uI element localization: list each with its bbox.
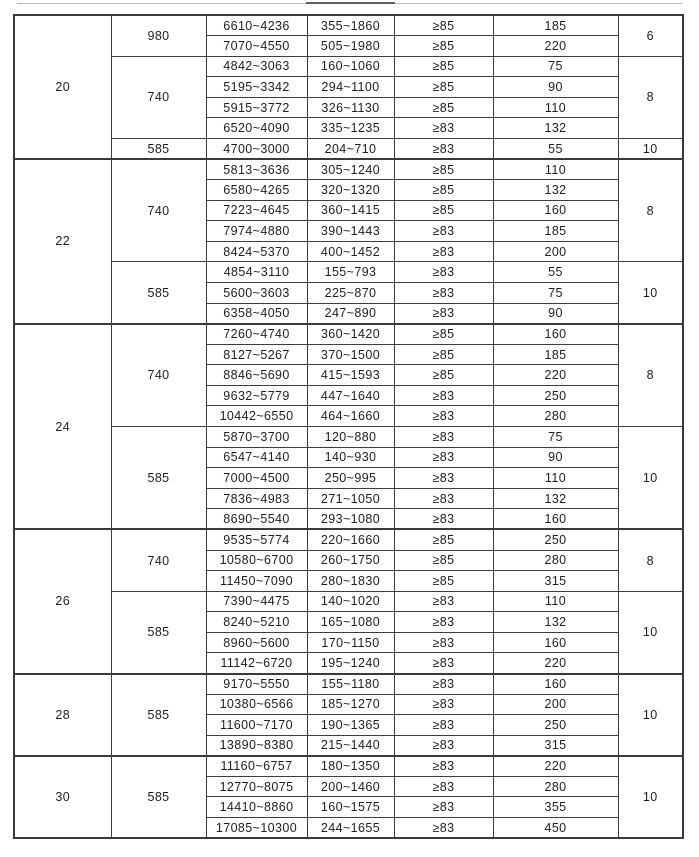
range-a-cell: 6520~4090 xyxy=(206,118,307,139)
value-cell: 250 xyxy=(493,715,618,736)
efficiency-cell: ≥83 xyxy=(394,632,493,653)
value-cell: 110 xyxy=(493,591,618,612)
efficiency-cell: ≥83 xyxy=(394,118,493,139)
value-cell: 280 xyxy=(493,550,618,571)
efficiency-cell: ≥85 xyxy=(394,324,493,345)
range-a-cell: 5600~3603 xyxy=(206,283,307,304)
value-cell: 185 xyxy=(493,15,618,36)
value-cell: 90 xyxy=(493,447,618,468)
range-b-cell: 294~1100 xyxy=(307,77,394,98)
efficiency-cell: ≥83 xyxy=(394,241,493,262)
range-b-cell: 140~1020 xyxy=(307,591,394,612)
spec-table xyxy=(13,14,684,839)
range-b-cell: 355~1860 xyxy=(307,15,394,36)
range-a-cell: 12770~8075 xyxy=(206,776,307,797)
range-b-cell: 260~1750 xyxy=(307,550,394,571)
table-body xyxy=(14,15,683,838)
range-a-cell: 6610~4236 xyxy=(206,15,307,36)
range-a-cell: 5813~3636 xyxy=(206,159,307,180)
efficiency-cell: ≥83 xyxy=(394,818,493,839)
range-a-cell: 7390~4475 xyxy=(206,591,307,612)
range-b-cell: 370~1500 xyxy=(307,344,394,365)
speed-cell: 980 xyxy=(111,15,206,56)
range-a-cell: 11450~7090 xyxy=(206,571,307,592)
range-b-cell: 400~1452 xyxy=(307,241,394,262)
range-a-cell: 8846~5690 xyxy=(206,365,307,386)
range-a-cell: 5915~3772 xyxy=(206,97,307,118)
value-cell: 250 xyxy=(493,529,618,550)
range-a-cell: 9632~5779 xyxy=(206,385,307,406)
value-cell: 280 xyxy=(493,776,618,797)
efficiency-cell: ≥83 xyxy=(394,509,493,530)
range-b-cell: 247~890 xyxy=(307,303,394,324)
range-b-cell: 215~1440 xyxy=(307,735,394,756)
range-b-cell: 335~1235 xyxy=(307,118,394,139)
table-row xyxy=(14,138,683,159)
range-a-cell: 11142~6720 xyxy=(206,653,307,674)
value-cell: 160 xyxy=(493,632,618,653)
range-a-cell: 7974~4880 xyxy=(206,221,307,242)
poles-cell: 8 xyxy=(618,56,683,138)
frame-size-cell: 20 xyxy=(14,15,111,159)
range-a-cell: 8960~5600 xyxy=(206,632,307,653)
efficiency-cell: ≥83 xyxy=(394,488,493,509)
range-b-cell: 220~1660 xyxy=(307,529,394,550)
poles-cell: 8 xyxy=(618,159,683,262)
efficiency-cell: ≥83 xyxy=(394,262,493,283)
speed-cell: 585 xyxy=(111,262,206,324)
range-b-cell: 280~1830 xyxy=(307,571,394,592)
value-cell: 200 xyxy=(493,241,618,262)
efficiency-cell: ≥85 xyxy=(394,15,493,36)
efficiency-cell: ≥85 xyxy=(394,550,493,571)
table-row xyxy=(14,262,683,283)
speed-cell: 740 xyxy=(111,529,206,591)
efficiency-cell: ≥83 xyxy=(394,406,493,427)
frame-size-cell: 24 xyxy=(14,324,111,530)
efficiency-cell: ≥83 xyxy=(394,385,493,406)
range-a-cell: 10580~6700 xyxy=(206,550,307,571)
value-cell: 185 xyxy=(493,221,618,242)
range-a-cell: 5870~3700 xyxy=(206,427,307,448)
value-cell: 160 xyxy=(493,200,618,221)
value-cell: 450 xyxy=(493,818,618,839)
poles-cell: 6 xyxy=(618,15,683,56)
efficiency-cell: ≥83 xyxy=(394,694,493,715)
value-cell: 185 xyxy=(493,344,618,365)
poles-cell: 8 xyxy=(618,529,683,591)
poles-cell: 10 xyxy=(618,262,683,324)
range-b-cell: 120~880 xyxy=(307,427,394,448)
range-a-cell: 8424~5370 xyxy=(206,241,307,262)
value-cell: 90 xyxy=(493,77,618,98)
efficiency-cell: ≥83 xyxy=(394,468,493,489)
speed-cell: 740 xyxy=(111,56,206,138)
value-cell: 160 xyxy=(493,509,618,530)
range-b-cell: 225~870 xyxy=(307,283,394,304)
value-cell: 160 xyxy=(493,674,618,695)
frame-size-cell: 22 xyxy=(14,159,111,324)
efficiency-cell: ≥83 xyxy=(394,797,493,818)
speed-cell: 585 xyxy=(111,674,206,756)
range-b-cell: 447~1640 xyxy=(307,385,394,406)
range-a-cell: 6358~4050 xyxy=(206,303,307,324)
efficiency-cell: ≥83 xyxy=(394,653,493,674)
efficiency-cell: ≥85 xyxy=(394,77,493,98)
range-a-cell: 4700~3000 xyxy=(206,138,307,159)
table-row xyxy=(14,56,683,77)
value-cell: 132 xyxy=(493,180,618,201)
value-cell: 110 xyxy=(493,468,618,489)
efficiency-cell: ≥85 xyxy=(394,97,493,118)
efficiency-cell: ≥83 xyxy=(394,674,493,695)
value-cell: 90 xyxy=(493,303,618,324)
efficiency-cell: ≥85 xyxy=(394,159,493,180)
efficiency-cell: ≥85 xyxy=(394,344,493,365)
range-b-cell: 140~930 xyxy=(307,447,394,468)
value-cell: 220 xyxy=(493,365,618,386)
range-b-cell: 185~1270 xyxy=(307,694,394,715)
range-a-cell: 7000~4500 xyxy=(206,468,307,489)
range-b-cell: 204~710 xyxy=(307,138,394,159)
efficiency-cell: ≥83 xyxy=(394,591,493,612)
range-b-cell: 160~1060 xyxy=(307,56,394,77)
poles-cell: 10 xyxy=(618,427,683,530)
speed-cell: 740 xyxy=(111,159,206,262)
value-cell: 315 xyxy=(493,735,618,756)
cut-off-cell-border xyxy=(306,2,395,4)
range-a-cell: 6547~4140 xyxy=(206,447,307,468)
range-a-cell: 5195~3342 xyxy=(206,77,307,98)
range-b-cell: 415~1593 xyxy=(307,365,394,386)
range-a-cell: 14410~8860 xyxy=(206,797,307,818)
table-row xyxy=(14,591,683,612)
frame-size-cell: 28 xyxy=(14,674,111,756)
range-b-cell: 190~1365 xyxy=(307,715,394,736)
value-cell: 160 xyxy=(493,324,618,345)
poles-cell: 10 xyxy=(618,674,683,756)
efficiency-cell: ≥83 xyxy=(394,138,493,159)
range-a-cell: 4854~3110 xyxy=(206,262,307,283)
range-a-cell: 9170~5550 xyxy=(206,674,307,695)
value-cell: 55 xyxy=(493,262,618,283)
frame-size-cell: 30 xyxy=(14,756,111,838)
value-cell: 315 xyxy=(493,571,618,592)
speed-cell: 585 xyxy=(111,591,206,673)
range-b-cell: 360~1420 xyxy=(307,324,394,345)
efficiency-cell: ≥83 xyxy=(394,221,493,242)
range-b-cell: 464~1660 xyxy=(307,406,394,427)
efficiency-cell: ≥83 xyxy=(394,715,493,736)
efficiency-cell: ≥83 xyxy=(394,427,493,448)
range-a-cell: 10380~6566 xyxy=(206,694,307,715)
value-cell: 280 xyxy=(493,406,618,427)
range-b-cell: 271~1050 xyxy=(307,488,394,509)
poles-cell: 10 xyxy=(618,591,683,673)
range-b-cell: 293~1080 xyxy=(307,509,394,530)
range-b-cell: 320~1320 xyxy=(307,180,394,201)
value-cell: 75 xyxy=(493,56,618,77)
value-cell: 220 xyxy=(493,36,618,57)
range-b-cell: 165~1080 xyxy=(307,612,394,633)
efficiency-cell: ≥85 xyxy=(394,200,493,221)
range-a-cell: 7223~4645 xyxy=(206,200,307,221)
efficiency-cell: ≥85 xyxy=(394,36,493,57)
table-row xyxy=(14,529,683,550)
value-cell: 250 xyxy=(493,385,618,406)
range-b-cell: 160~1575 xyxy=(307,797,394,818)
range-a-cell: 8240~5210 xyxy=(206,612,307,633)
range-a-cell: 7836~4983 xyxy=(206,488,307,509)
value-cell: 220 xyxy=(493,653,618,674)
table-row xyxy=(14,15,683,36)
efficiency-cell: ≥83 xyxy=(394,612,493,633)
range-a-cell: 13890~8380 xyxy=(206,735,307,756)
range-a-cell: 8690~5540 xyxy=(206,509,307,530)
value-cell: 132 xyxy=(493,612,618,633)
range-a-cell: 7070~4550 xyxy=(206,36,307,57)
poles-cell: 10 xyxy=(618,138,683,159)
range-b-cell: 305~1240 xyxy=(307,159,394,180)
range-a-cell: 7260~4740 xyxy=(206,324,307,345)
range-b-cell: 180~1350 xyxy=(307,756,394,777)
range-b-cell: 390~1443 xyxy=(307,221,394,242)
range-b-cell: 195~1240 xyxy=(307,653,394,674)
efficiency-cell: ≥85 xyxy=(394,56,493,77)
range-b-cell: 155~793 xyxy=(307,262,394,283)
efficiency-cell: ≥85 xyxy=(394,365,493,386)
frame-size-cell: 26 xyxy=(14,529,111,673)
efficiency-cell: ≥83 xyxy=(394,283,493,304)
value-cell: 355 xyxy=(493,797,618,818)
speed-cell: 740 xyxy=(111,324,206,427)
speed-cell: 585 xyxy=(111,138,206,159)
range-a-cell: 4842~3063 xyxy=(206,56,307,77)
value-cell: 132 xyxy=(493,118,618,139)
value-cell: 200 xyxy=(493,694,618,715)
range-b-cell: 505~1980 xyxy=(307,36,394,57)
table-row xyxy=(14,674,683,695)
range-b-cell: 360~1415 xyxy=(307,200,394,221)
range-a-cell: 9535~5774 xyxy=(206,529,307,550)
table-row xyxy=(14,427,683,448)
table-row xyxy=(14,159,683,180)
range-b-cell: 155~1180 xyxy=(307,674,394,695)
range-a-cell: 17085~10300 xyxy=(206,818,307,839)
value-cell: 110 xyxy=(493,97,618,118)
efficiency-cell: ≥85 xyxy=(394,180,493,201)
table-row xyxy=(14,324,683,345)
range-b-cell: 200~1460 xyxy=(307,776,394,797)
efficiency-cell: ≥83 xyxy=(394,756,493,777)
range-a-cell: 6580~4265 xyxy=(206,180,307,201)
value-cell: 132 xyxy=(493,488,618,509)
range-b-cell: 250~995 xyxy=(307,468,394,489)
range-b-cell: 170~1150 xyxy=(307,632,394,653)
value-cell: 75 xyxy=(493,427,618,448)
table-row xyxy=(14,756,683,777)
speed-cell: 585 xyxy=(111,756,206,838)
efficiency-cell: ≥83 xyxy=(394,776,493,797)
value-cell: 220 xyxy=(493,756,618,777)
efficiency-cell: ≥85 xyxy=(394,571,493,592)
efficiency-cell: ≥83 xyxy=(394,303,493,324)
efficiency-cell: ≥83 xyxy=(394,447,493,468)
value-cell: 55 xyxy=(493,138,618,159)
poles-cell: 10 xyxy=(618,756,683,838)
range-b-cell: 326~1130 xyxy=(307,97,394,118)
range-a-cell: 11160~6757 xyxy=(206,756,307,777)
range-a-cell: 8127~5267 xyxy=(206,344,307,365)
value-cell: 110 xyxy=(493,159,618,180)
speed-cell: 585 xyxy=(111,427,206,530)
value-cell: 75 xyxy=(493,283,618,304)
efficiency-cell: ≥85 xyxy=(394,529,493,550)
range-a-cell: 10442~6550 xyxy=(206,406,307,427)
range-b-cell: 244~1655 xyxy=(307,818,394,839)
efficiency-cell: ≥83 xyxy=(394,735,493,756)
range-a-cell: 11600~7170 xyxy=(206,715,307,736)
poles-cell: 8 xyxy=(618,324,683,427)
